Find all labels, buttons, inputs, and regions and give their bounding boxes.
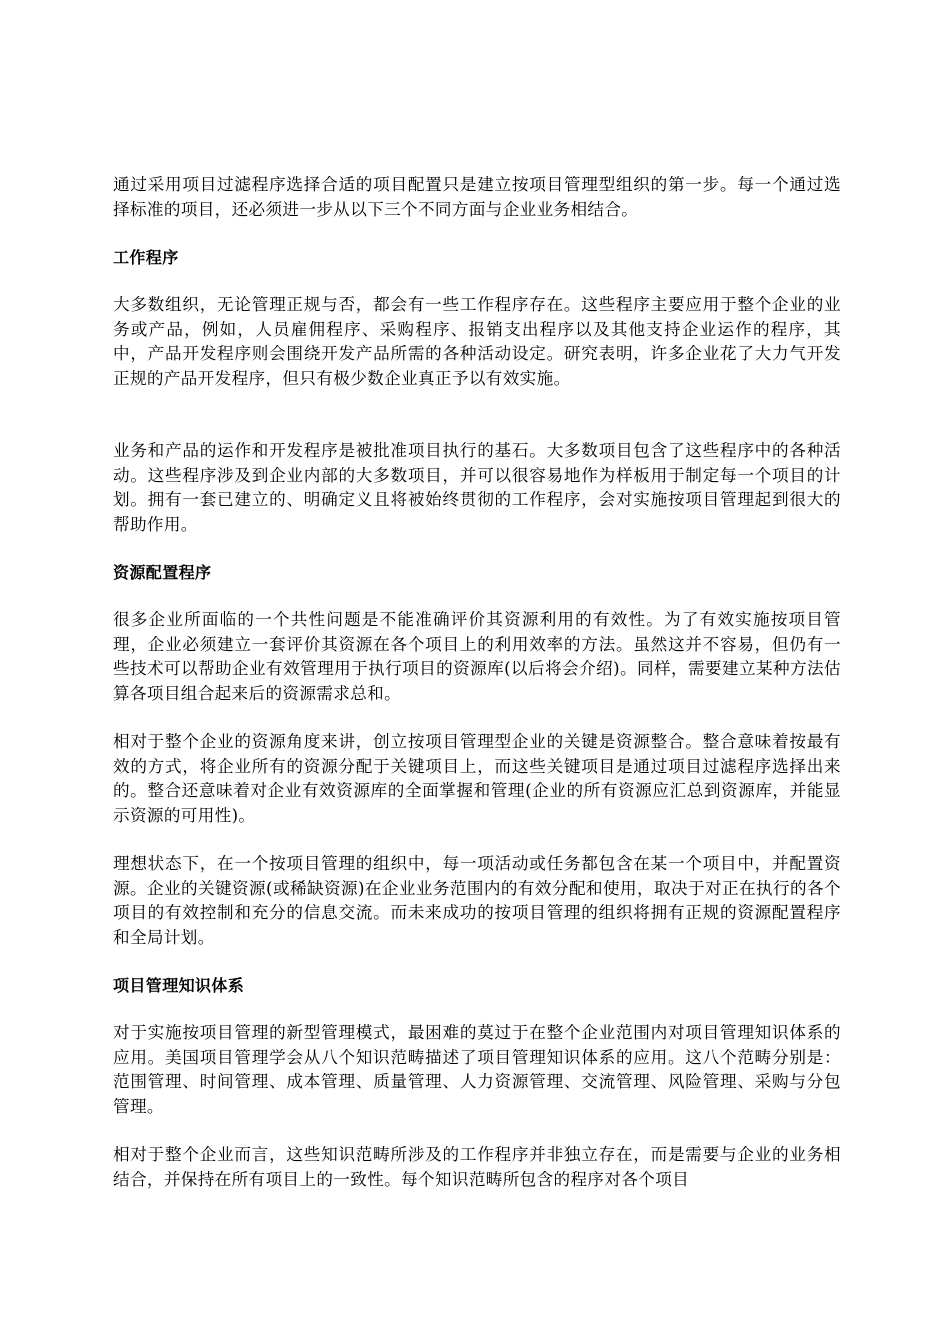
paragraph: 很多企业所面临的一个共性问题是不能准确评价其资源利用的有效性。为了有效实施按项目管理，企业必须建立一套评价其资源在各个项目上的利用效率的方法。虽然这并不容易，但仍有一些技术可以帮助企业有效管理用于执行项目的资源库(以后将会介绍)。同样，需要建立某种方法估算各项目组合起来后的资源需求总和。 bbox=[113, 610, 841, 703]
intro-paragraph: 通过采用项目过滤程序选择合适的项目配置只是建立按项目管理型组织的第一步。每一个通过选择标准的项目，还必须进一步从以下三个不同方面与企业业务相结合。 bbox=[113, 175, 841, 219]
section-heading-pm-knowledge: 项目管理知识体系 bbox=[113, 976, 245, 995]
spacer bbox=[113, 270, 841, 293]
paragraph: 对于实施按项目管理的新型管理模式，最困难的莫过于在整个企业范围内对项目管理知识体系的应用。美国项目管理学会从八个知识范畴描述了项目管理知识体系的应用。这八个范畴分别是：范围管理、时间管理、成本管理、质量管理、人力资源管理、交流管理、风险管理、采购与分包管理。 bbox=[113, 1023, 841, 1116]
spacer bbox=[113, 222, 841, 246]
paragraph: 相对于整个企业的资源角度来讲，创立按项目管理型企业的关键是资源整合。整合意味着按最有效的方式，将企业所有的资源分配于关键项目上，而这些关键项目是通过项目过滤程序选择出来的。整合还意味着对企业有效资源库的全面掌握和管理(企业的所有资源应汇总到资源库，并能显示资源的可用性)。 bbox=[113, 732, 841, 825]
spacer bbox=[113, 828, 841, 852]
spacer bbox=[113, 391, 841, 439]
paragraph: 相对于整个企业而言，这些知识范畴所涉及的工作程序并非独立存在，而是需要与企业的业务相结合，并保持在所有项目上的一致性。每个知识范畴所包含的程序对各个项目 bbox=[113, 1145, 841, 1189]
paragraph: 业务和产品的运作和开发程序是被批准项目执行的基石。大多数项目包含了这些程序中的各种活动。这些程序涉及到企业内部的大多数项目，并可以很容易地作为样板用于制定每一个项目的计划。拥有一套已建立的、明确定义且将被始终贯彻的工作程序，会对实施按项目管理起到很大的帮助作用。 bbox=[113, 441, 841, 534]
spacer bbox=[113, 585, 841, 608]
paragraph: 理想状态下，在一个按项目管理的组织中，每一项活动或任务都包含在某一个项目中，并配置资源。企业的关键资源(或稀缺资源)在企业业务范围内的有效分配和使用，取决于对正在执行的各个项目的有效控制和充分的信息交流。而未来成功的按项目管理的组织将拥有正规的资源配置程序和全局计划。 bbox=[113, 854, 841, 947]
document-page bbox=[113, 173, 841, 1192]
spacer bbox=[113, 537, 841, 561]
section-heading-resource-allocation: 资源配置程序 bbox=[113, 563, 212, 582]
spacer bbox=[113, 706, 841, 730]
paragraph: 大多数组织，无论管理正规与否，都会有一些工作程序存在。这些程序主要应用于整个企业的业务或产品，例如，人员雇佣程序、采购程序、报销支出程序以及其他支持企业运作的程序，其中，产品开发程序则会围绕开发产品所需的各种活动设定。研究表明，许多企业花了大力气开发正规的产品开发程序，但只有极少数企业真正予以有效实施。 bbox=[113, 295, 841, 388]
section-heading-work-procedures: 工作程序 bbox=[113, 248, 179, 267]
spacer bbox=[113, 950, 841, 974]
spacer bbox=[113, 998, 841, 1021]
spacer bbox=[113, 1119, 841, 1143]
